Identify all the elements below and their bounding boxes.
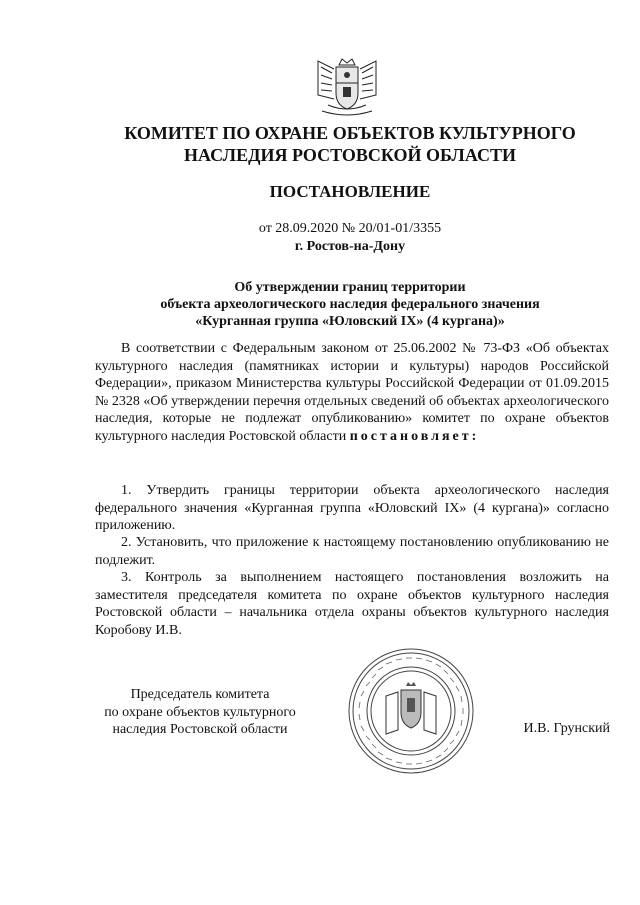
position-line-3: наследия Ростовской области [112, 722, 288, 737]
org-line-1: КОМИТЕТ ПО ОХРАНЕ ОБЪЕКТОВ КУЛЬТУРНОГО [124, 123, 576, 143]
organization-title [60, 122, 640, 166]
preamble-text: В соответствии с Федеральным законом от 25.06.2002 № 73-ФЗ «Об объектах культурного наследия (памятниках истории и культуры) народов Российской Федерации», приказом Министерства культуры Российской Федерации от 01.09.2015 № 2328 «Об утверждении перечня отдельных сведений об объектах археологического наследия, которые не подлежат опубликованию» комитет по охране объектов культурного наследия Ростовской области [95, 341, 609, 444]
subject-line-3: «Курганная группа «Юловский IX» (4 кургана)» [195, 314, 505, 329]
signatory-position [80, 686, 320, 739]
coat-of-arms-icon [312, 55, 382, 121]
document-subject [60, 279, 640, 330]
document-type: ПОСТАНОВЛЕНИЕ [269, 182, 431, 201]
subject-line-2: объекта археологического наследия федерального значения [160, 297, 540, 312]
position-line-2: по охране объектов культурного [104, 704, 296, 720]
date-number: от 28.09.2020 № 20/01-01/3355 [258, 221, 442, 236]
item-2: 2. Установить, что приложение к настоящему постановлению опубликованию не подлежит. [95, 535, 609, 568]
position-line-1: Председатель комитета [130, 687, 270, 702]
preamble-paragraph [95, 340, 609, 445]
item-1: 1. Утвердить границы территории объекта археологического наследия федерального значения «Курганная группа «Юловский IX» (4 кургана)» согласно приложению. [95, 483, 609, 533]
signatory-name: И.В. Грунский [523, 721, 610, 736]
official-seal-icon [346, 646, 476, 776]
org-line-2: НАСЛЕДИЯ РОСТОВСКОЙ ОБЛАСТИ [184, 145, 516, 165]
city: г. Ростов-на-Дону [294, 239, 406, 254]
resolution-verb: постановляет: [349, 428, 480, 444]
subject-line-1: Об утверждении границ территории [234, 280, 466, 295]
item-3: 3. Контроль за выполнением настоящего постановления возложить на заместителя председателя комитета по охране объектов культурного наследия Ростовской области – начальника отдела охраны объектов культурного наследия Коробову И.В. [95, 570, 609, 638]
